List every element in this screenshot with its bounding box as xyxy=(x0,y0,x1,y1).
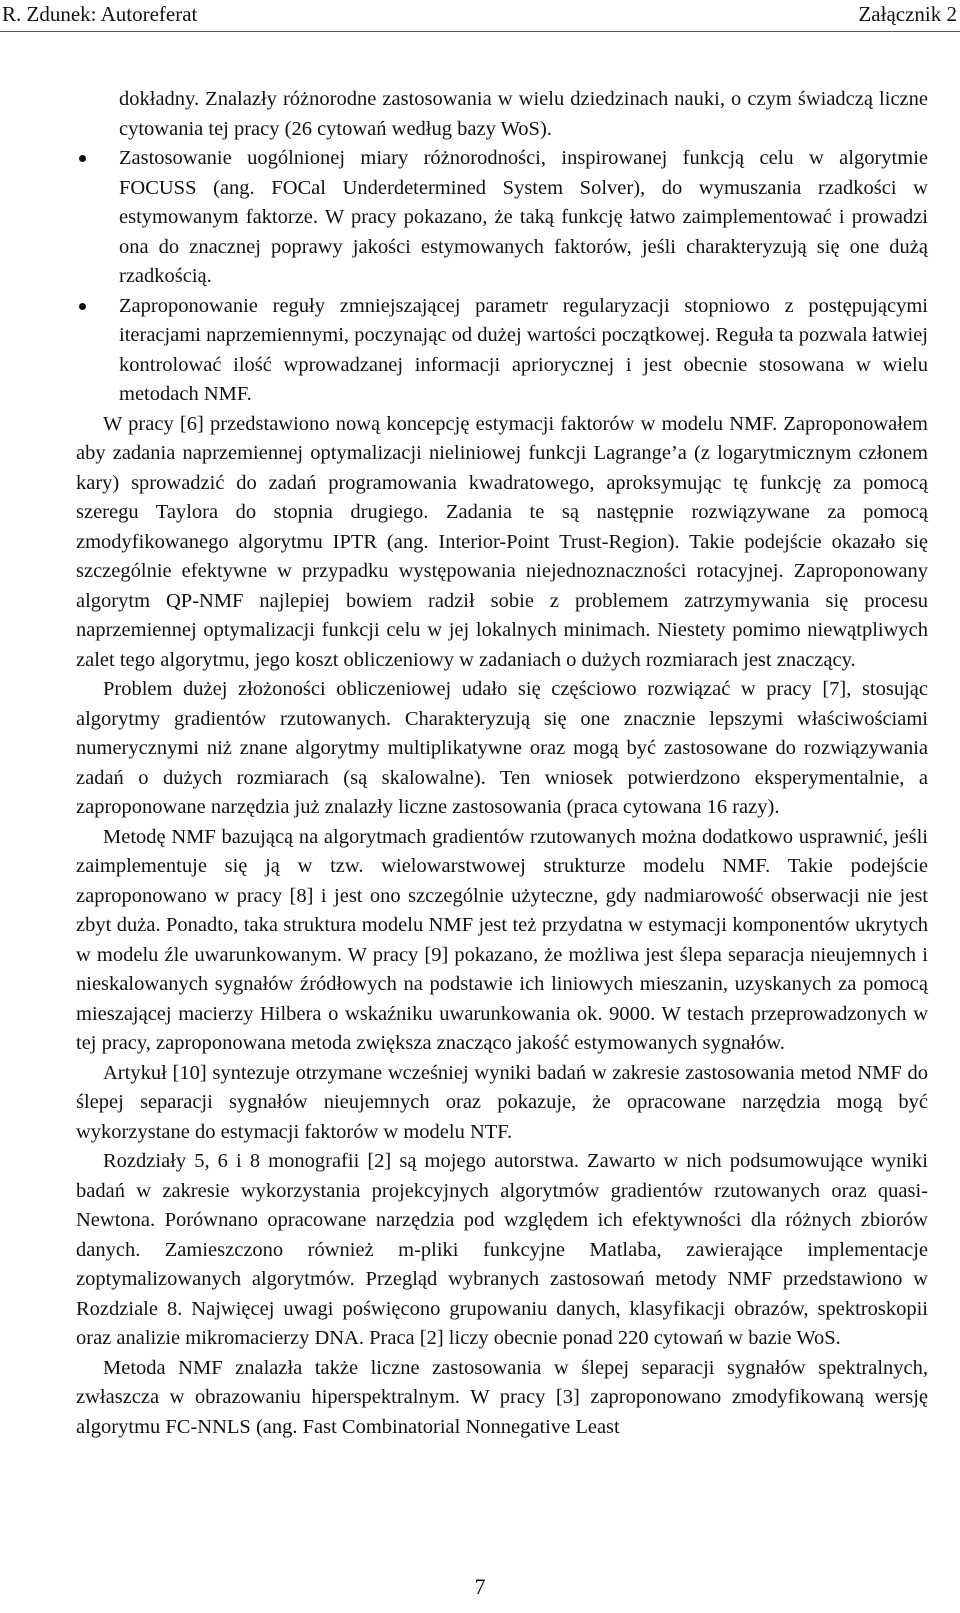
paragraph: Problem dużej złożoności obliczeniowej udało się częściowo rozwiązać w pracy [7], stosując algorytmy gradientów rzutowanych. Charakteryzują się one znacznie lepszymi właściwościami numerycznymi niż znane algorytmy multiplikatywne oraz mogą być zastosowane do rozwiązywania zadań o dużych rozmiarach (są skalowalne). Ten wniosek potwierdzono eksperymentalnie, a zaproponowane narzędzia już znalazły liczne zastosowania (praca cytowana 16 razy). xyxy=(76,678,928,818)
paragraph: Rozdziały 5, 6 i 8 monografii [2] są mojego autorstwa. Zawarto w nich podsumowujące wyniki badań w zakresie wykorzystania projekcyjnych algorytmów gradientów rzutowanych oraz quasi-Newtona. Porównano opracowane narzędzia pod względem ich efektywności dla różnych zbiorów danych. Zamieszczono również m-pliki funkcyjne Matlaba, zawierające implementacje zoptymalizowanych algorytmów. Przegląd wybranych zastosowań metody NMF przedstawiono w Rozdziale 8. Najwięcej uwagi poświęcono grupowaniu danych, klasyfikacji obrazów, spektroskopii oraz analizie mikromacierzy DNA. Praca [2] liczy obecnie ponad 220 cytowań w bazie WoS. xyxy=(76,1150,928,1349)
header-attachment-label: Załącznik 2 xyxy=(858,2,957,26)
bullet-item xyxy=(76,292,928,410)
bullet-text: Zaproponowanie reguły zmniejszającej parametr regularyzacji stopniowo z postępującymi iteracjami naprzemiennymi, poczynając od dużej wartości początkowej. Reguła ta pozwala łatwiej kontrolować ilość wprowadzanej informacji apriorycznej i jest obecnie stosowana w wielu metodach NMF. xyxy=(119,294,928,405)
bullet-dot-icon xyxy=(79,303,86,310)
paragraph: Metodę NMF bazującą na algorytmach gradientów rzutowanych można dodatkowo usprawnić, jeśli zaimplementuje się ją w tzw. wielowarstwowej strukturze modelu NMF. Takie podejście zaproponowano w pracy [8] i jest ono szczególnie użyteczne, gdy nadmiarowość obserwacji nie jest zbyt duża. Ponadto, taka struktura modelu NMF jest też przydatna w estymacji komponentów ukrytych w modelu źle uwarunkowanym. W pracy [9] pokazano, że możliwa jest ślepa separacja nieujemnych i nieskalowanych sygnałów źródłowych na podstawie ich liniowych mieszanin, uzyskanych za pomocą mieszającej macierzy Hilbera o wskaźniku uwarunkowania ok. 9000. W testach przeprowadzonych w tej pracy, zaproponowana metoda zwiększa znacząco jakość estymowanych sygnałów. xyxy=(76,825,928,1054)
page-number: 7 xyxy=(474,1574,486,1599)
continued-bullet-text: dokładny. Znalazły różnorodne zastosowania w wielu dziedzinach nauki, o czym świadczą liczne cytowania tej pracy (26 cytowań według bazy WoS). xyxy=(119,88,928,140)
paragraph: Metoda NMF znalazła także liczne zastosowania w ślepej separacji sygnałów spektralnych, zwłaszcza w obrazowaniu hiperspektralnym. W pracy [3] zaproponowano zmodyfikowaną wersję algorytmu FC-NNLS (ang. Fast Combinatorial Nonnegative Least xyxy=(76,1356,928,1438)
paragraph: Artykuł [10] syntezuje otrzymane wcześniej wyniki badań w zakresie zastosowania metod NMF do ślepej separacji sygnałów nieujemnych oraz pokazuje, że opracowane narzędzia mogą być wykorzystane do estymacji faktorów w modelu NTF. xyxy=(76,1061,928,1143)
header-author-title: R. Zdunek: Autoreferat xyxy=(2,2,198,26)
bullet-dot-icon xyxy=(79,155,86,162)
bullet-item xyxy=(76,144,928,292)
document-body xyxy=(76,85,928,1442)
bullet-list xyxy=(76,144,928,410)
bullet-text: Zastosowanie uogólnionej miary różnorodności, inspirowanej funkcją celu w algorytmie FOCUSS (ang. FOCal Underdetermined System Solver), do wymuszania rzadkości w estymowanym faktorze. W pracy pokazano, że taką funkcję łatwo zaimplementować i prowadzi ona do znacznej poprawy jakości estymowanych faktorów, jeśli charakteryzują się one dużą rzadkością. xyxy=(119,147,928,287)
header-rule xyxy=(0,31,960,32)
paragraph: W pracy [6] przedstawiono nową koncepcję estymacji faktorów w modelu NMF. Zaproponowałem aby zadania naprzemiennej optymalizacji nieliniowej funkcji Lagrange’a (z logarytmicznym członem kary) sprowadzić do zadań programowania kwadratowego, aproksymując tę funkcję za pomocą szeregu Taylora do stopnia drugiego. Zadania te są następnie rozwiązywane za pomocą zmodyfikowanego algorytmu IPTR (ang. Interior-Point Trust-Region). Takie podejście okazało się szczególnie efektywne w przypadku występowania niejednoznaczności rotacyjnej. Zaproponowany algorytm QP-NMF najlepiej bowiem radził sobie z problemem zatrzymywania się procesu naprzemiennej optymalizacji funkcji celu w jej lokalnych minimach. Niestety pomimo niewątpliwych zalet tego algorytmu, jego koszt obliczeniowy w zadaniach o dużych rozmiarach jest znaczący. xyxy=(76,412,928,671)
page-header xyxy=(0,0,960,30)
